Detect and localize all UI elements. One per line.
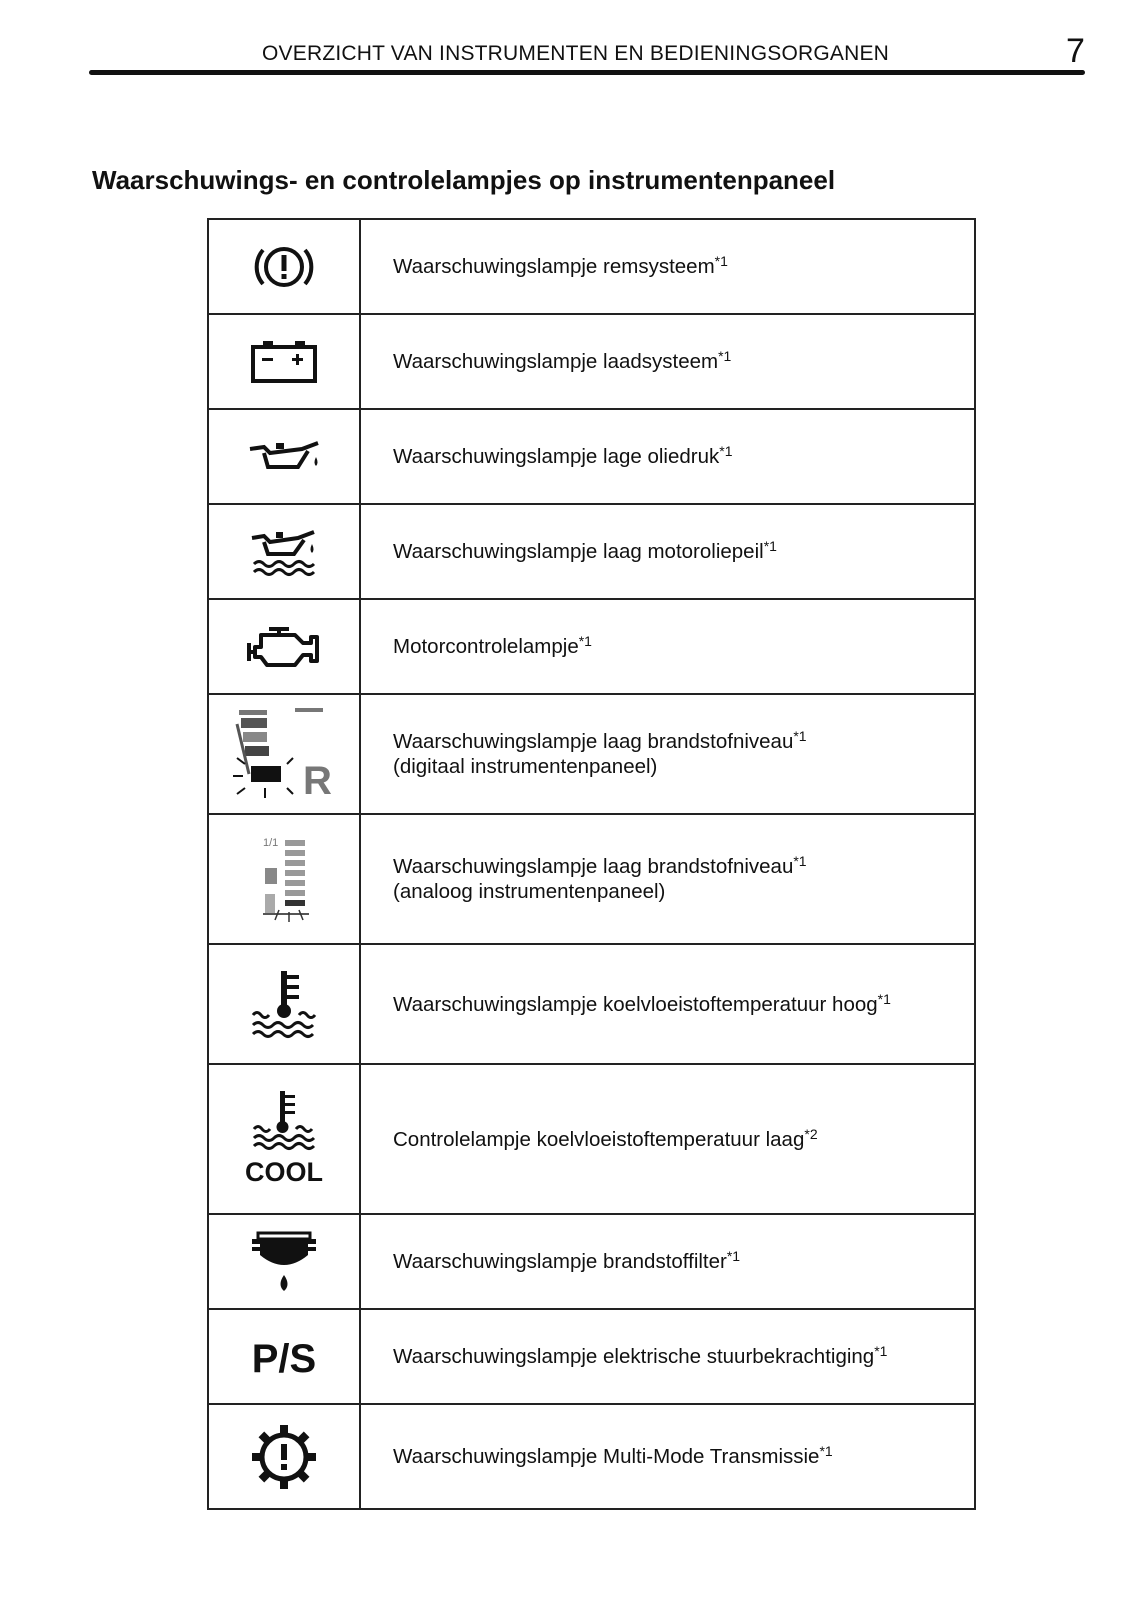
battery-charge-icon	[249, 339, 319, 385]
footnote-mark: *1	[877, 990, 891, 1007]
header-rule	[89, 70, 1085, 75]
header-title: OVERZICHT VAN INSTRUMENTEN EN BEDIENINGSORGANEN	[262, 42, 890, 65]
transmission-warning-icon	[250, 1423, 318, 1491]
fuel-level-analog-icon	[249, 834, 319, 924]
footnote-mark: *1	[719, 443, 733, 459]
page-number: 7	[1066, 32, 1085, 70]
row-label: Controlelampje koelvloeistoftemperatuur laag	[393, 1127, 805, 1151]
footnote-mark: *1	[874, 1343, 888, 1359]
row-label: Waarschuwingslampje Multi-Mode Transmissie	[393, 1445, 820, 1468]
cool-label: COOL	[245, 1157, 323, 1187]
row-sublabel: (analoog instrumentenpaneel)	[393, 880, 666, 903]
coolant-temp-high-icon	[249, 969, 319, 1039]
footnote-mark: *1	[578, 633, 592, 649]
row-label: Waarschuwingslampje laag brandstofniveau	[393, 855, 794, 878]
row-sublabel: (digitaal instrumentenpaneel)	[393, 755, 658, 778]
oil-pressure-icon	[246, 439, 322, 475]
table-row	[208, 944, 975, 1064]
row-label: Waarschuwingslampje laag brandstofniveau	[393, 730, 794, 753]
table-row	[208, 1214, 975, 1309]
table-row	[208, 1064, 975, 1214]
row-label: Waarschuwingslampje laag motoroliepeil	[393, 540, 764, 563]
table-row	[208, 599, 975, 694]
warning-lights-table	[207, 218, 976, 1510]
table-row	[208, 1309, 975, 1404]
table-row	[208, 219, 975, 314]
table-row	[208, 694, 975, 814]
section-title: Waarschuwings- en controlelampjes op instrumentenpaneel	[92, 165, 836, 195]
fuel-full-mark: 1/1	[263, 837, 279, 849]
row-label: Waarschuwingslampje koelvloeistoftemperatuur hoog	[393, 992, 878, 1016]
brake-warning-icon	[251, 242, 317, 292]
power-steering-icon	[244, 1332, 324, 1382]
fuel-reserve-letter: R	[303, 759, 332, 803]
fuel-level-digital-icon	[229, 704, 339, 804]
table-row	[208, 314, 975, 409]
oil-level-icon	[248, 526, 320, 578]
power-steering-label: P/S	[251, 1336, 317, 1381]
footnote-mark: *1	[726, 1248, 741, 1264]
row-label: Waarschuwingslampje brandstoffilter	[393, 1250, 727, 1273]
footnote-mark: *1	[718, 348, 732, 364]
footnote-mark: *2	[804, 1125, 818, 1142]
row-label: Waarschuwingslampje lage oliedruk	[393, 445, 720, 468]
footnote-mark: *1	[763, 538, 777, 554]
table-row	[208, 504, 975, 599]
check-engine-icon	[247, 623, 321, 671]
table-row	[208, 814, 975, 944]
footnote-mark: *1	[793, 728, 807, 744]
row-label: Waarschuwingslampje remsysteem	[393, 255, 715, 278]
row-label: Waarschuwingslampje elektrische stuurbekrachtiging	[393, 1345, 875, 1368]
footnote-mark: *1	[819, 1443, 833, 1459]
row-label: Motorcontrolelampje	[393, 635, 579, 658]
fuel-filter-icon	[248, 1229, 320, 1295]
row-label: Waarschuwingslampje laadsysteem	[393, 350, 719, 373]
footnote-mark: *1	[714, 253, 728, 269]
coolant-temp-low-icon	[244, 1089, 324, 1189]
footnote-mark: *1	[793, 853, 807, 869]
table-row	[208, 409, 975, 504]
table-row	[208, 1404, 975, 1509]
